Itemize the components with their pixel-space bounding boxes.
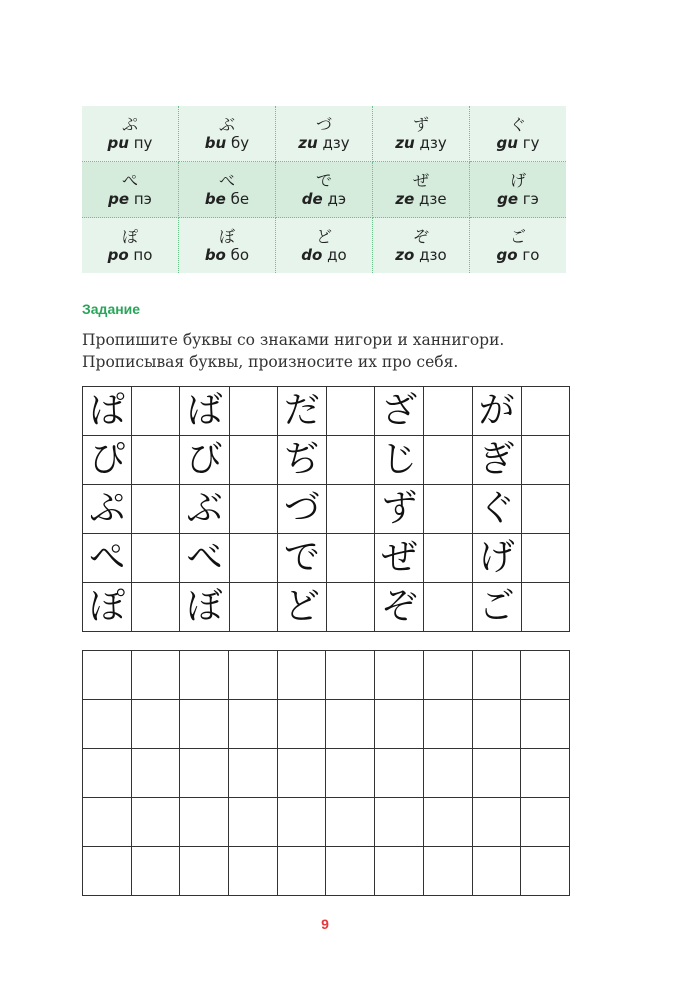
latin: de [301,189,323,208]
table-row [82,218,566,274]
romanization [373,134,469,153]
writing-cell[interactable] [375,700,424,749]
example-kana-cell: ぢ [277,436,326,485]
writing-cell[interactable] [277,798,326,847]
kana: ぐ [509,114,526,134]
table-row [82,162,566,218]
syllable-cell [372,218,469,274]
syllable-cell [470,218,567,274]
cyrillic: бо [230,245,250,264]
cyrillic: пу [133,133,153,152]
writing-cell[interactable] [277,749,326,798]
example-kana-cell: ぞ [375,583,424,632]
romanization [179,190,275,209]
writing-cell[interactable] [521,847,570,896]
grid-row [83,534,570,583]
romanization [179,134,275,153]
syllable-cell [178,218,275,274]
writing-cell[interactable] [229,749,278,798]
grid-row [83,700,570,749]
writing-cell[interactable] [521,436,569,485]
writing-cell[interactable] [83,700,132,749]
writing-cell[interactable] [131,749,180,798]
writing-cell[interactable] [229,651,278,700]
writing-cell[interactable] [375,651,424,700]
example-kana-cell: ぜ [375,534,424,583]
romanization [470,190,566,209]
writing-cell[interactable] [83,651,132,700]
writing-cell[interactable] [423,847,472,896]
writing-cell[interactable] [132,387,180,436]
latin: do [301,245,323,264]
syllable-cell [82,106,178,162]
cyrillic: дзо [419,245,447,264]
romanization [276,190,372,209]
writing-cell[interactable] [180,651,229,700]
latin: ze [395,189,415,208]
writing-cell[interactable] [180,798,229,847]
kana: げ [509,170,526,190]
example-kana-cell: じ [375,436,424,485]
writing-cell[interactable] [131,847,180,896]
grid-row [83,436,570,485]
kana: ご [509,226,526,246]
cyrillic: гу [522,133,540,152]
writing-cell[interactable] [180,700,229,749]
grid-row [83,847,570,896]
romanization [82,246,178,265]
cyrillic: дзу [419,133,447,152]
latin: po [107,245,129,264]
writing-cell[interactable] [472,700,521,749]
writing-cell[interactable] [521,798,570,847]
writing-cell[interactable] [326,847,375,896]
kana: ぞ [412,226,429,246]
romanization [82,134,178,153]
syllable-cell [82,218,178,274]
example-kana-cell: だ [277,387,326,436]
writing-cell[interactable] [327,436,375,485]
latin: zu [395,133,415,152]
romanization [470,134,566,153]
cyrillic: гэ [522,189,539,208]
example-kana-cell: ぶ [180,485,229,534]
writing-cell[interactable] [326,700,375,749]
writing-cell[interactable] [229,583,277,632]
latin: be [204,189,226,208]
writing-cell[interactable] [132,583,180,632]
romanization [373,190,469,209]
kana: で [315,170,332,190]
cyrillic: по [133,245,153,264]
cyrillic: го [522,245,540,264]
kana: ぺ [121,170,138,190]
writing-cell[interactable] [83,847,132,896]
kana: ど [315,226,332,246]
cyrillic: бу [230,133,250,152]
syllable-cell [275,162,372,218]
example-kana-cell: ぴ [83,436,132,485]
kana: べ [218,170,235,190]
example-kana-cell: ば [180,387,229,436]
romanization [373,246,469,265]
writing-cell[interactable] [277,651,326,700]
writing-cell[interactable] [423,700,472,749]
cyrillic: дзе [419,189,447,208]
writing-cell[interactable] [327,485,375,534]
writing-cell[interactable] [521,749,570,798]
writing-cell[interactable] [180,749,229,798]
cyrillic: дэ [327,189,347,208]
writing-cell[interactable] [521,485,569,534]
example-kana-cell: づ [277,485,326,534]
writing-cell[interactable] [229,485,277,534]
page-number: 9 [321,916,329,932]
example-kana-cell: べ [180,534,229,583]
kana: づ [315,114,332,134]
writing-cell[interactable] [472,798,521,847]
syllable-cell [372,106,469,162]
writing-cell[interactable] [229,700,278,749]
task-instruction: Пропишите буквы со знаками нигори и ханнигори. Прописывая буквы, произносите их про себя. [82,331,505,371]
romanization [82,190,178,209]
example-kana-cell: が [472,387,521,436]
latin: gu [496,133,518,152]
writing-cell[interactable] [424,534,472,583]
writing-cell[interactable] [132,534,180,583]
example-kana-cell: ぷ [83,485,132,534]
example-kana-cell: ぼ [180,583,229,632]
cyrillic: дзу [322,133,350,152]
writing-cell[interactable] [423,749,472,798]
grid-row [83,749,570,798]
cyrillic: до [327,245,347,264]
grid-row [83,798,570,847]
writing-cell[interactable] [521,700,570,749]
writing-cell[interactable] [277,700,326,749]
syllable-cell [275,106,372,162]
latin: pu [107,133,129,152]
table-row [82,106,566,162]
writing-cell[interactable] [423,798,472,847]
writing-cell[interactable] [521,583,569,632]
writing-cell[interactable] [132,436,180,485]
writing-cell[interactable] [229,798,278,847]
syllable-cell [275,218,372,274]
grid-row [83,387,570,436]
example-kana-cell: で [277,534,326,583]
example-kana-cell: ど [277,583,326,632]
practice-grid-blank [82,650,570,896]
latin: bo [204,245,226,264]
latin: zu [298,133,318,152]
syllable-cell [470,162,567,218]
grid-row [83,583,570,632]
example-kana-cell: ぽ [83,583,132,632]
latin: zo [395,245,415,264]
syllable-cell [372,162,469,218]
writing-cell[interactable] [326,798,375,847]
cyrillic: пэ [133,189,152,208]
example-kana-cell: ご [472,583,521,632]
cyrillic: бе [230,189,250,208]
example-kana-cell: ざ [375,387,424,436]
writing-cell[interactable] [229,847,278,896]
writing-cell[interactable] [131,651,180,700]
kana: ぽ [121,226,138,246]
writing-cell[interactable] [327,583,375,632]
writing-cell[interactable] [131,700,180,749]
romanization [276,134,372,153]
writing-cell[interactable] [424,436,472,485]
writing-cell[interactable] [131,798,180,847]
kana: ぜ [412,170,429,190]
writing-cell[interactable] [277,847,326,896]
kana: ぼ [218,226,235,246]
writing-cell[interactable] [521,387,569,436]
grid-row [83,651,570,700]
writing-cell[interactable] [132,485,180,534]
writing-cell[interactable] [472,749,521,798]
example-kana-cell: び [180,436,229,485]
writing-cell[interactable] [375,749,424,798]
task-heading: Задание [82,301,141,317]
writing-cell[interactable] [424,485,472,534]
kana: ぷ [121,114,138,134]
syllable-cell [178,106,275,162]
writing-cell[interactable] [424,583,472,632]
writing-cell[interactable] [327,534,375,583]
syllable-table [82,106,566,273]
writing-cell[interactable] [229,534,277,583]
latin: go [496,245,518,264]
writing-cell[interactable] [424,387,472,436]
grid-row [83,485,570,534]
writing-cell[interactable] [472,651,521,700]
latin: pe [108,189,130,208]
kana: ぶ [218,114,235,134]
writing-cell[interactable] [375,798,424,847]
example-kana-cell: ぐ [472,485,521,534]
example-kana-cell: ぺ [83,534,132,583]
kana: ず [412,114,429,134]
writing-cell[interactable] [180,847,229,896]
example-kana-cell: ず [375,485,424,534]
romanization [276,246,372,265]
writing-cell[interactable] [326,749,375,798]
syllable-cell [82,162,178,218]
romanization [179,246,275,265]
writing-cell[interactable] [327,387,375,436]
writing-cell[interactable] [521,534,569,583]
romanization [470,246,566,265]
syllable-cell [178,162,275,218]
example-kana-cell: ぎ [472,436,521,485]
example-kana-cell: ぱ [83,387,132,436]
writing-cell[interactable] [83,798,132,847]
example-kana-cell: げ [472,534,521,583]
practice-grid-examples [82,386,570,632]
syllable-cell [470,106,567,162]
writing-cell[interactable] [375,847,424,896]
latin: bu [204,133,227,152]
writing-cell[interactable] [83,749,132,798]
writing-cell[interactable] [472,847,521,896]
writing-cell[interactable] [423,651,472,700]
latin: ge [497,189,518,208]
writing-cell[interactable] [229,387,277,436]
writing-cell[interactable] [521,651,570,700]
writing-cell[interactable] [229,436,277,485]
writing-cell[interactable] [326,651,375,700]
